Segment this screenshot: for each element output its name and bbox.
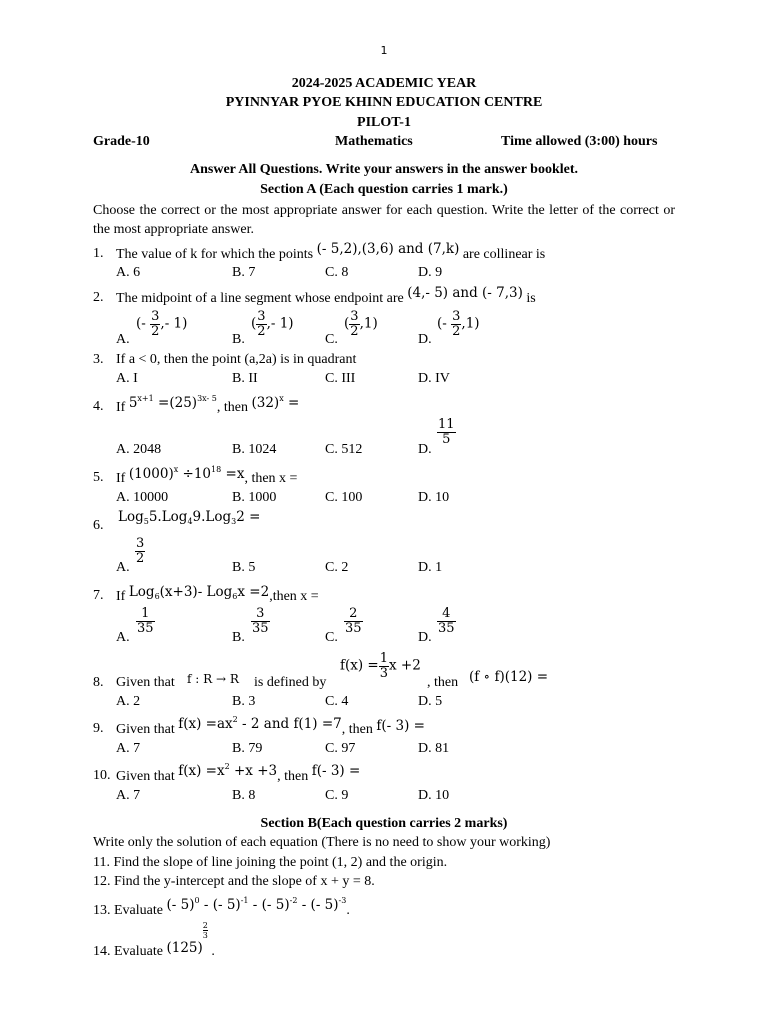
option-c: C. 97: [325, 741, 356, 756]
option-d: D. 9: [418, 265, 443, 280]
option-a: A.: [116, 560, 130, 575]
question-text: The value of k for which the points: [116, 247, 314, 262]
exam-title: PILOT-1: [357, 115, 411, 130]
math-expression: (125) $\frac{2}{3}$: [166, 921, 208, 956]
question-8-text: is defined by: [254, 675, 327, 690]
question-number: 4.: [93, 399, 104, 414]
option-c: C. III: [325, 371, 356, 386]
grade-label: Grade-10: [93, 134, 150, 149]
question-10: Given that $f(x) =x^2 +x +3$, then f(- 3) =: [116, 762, 361, 784]
option-c: C.: [325, 630, 338, 645]
question-number: 3.: [93, 352, 104, 367]
instructions: Answer All Questions. Write your answers in the answer booklet.: [189, 162, 578, 177]
question-1: [116, 241, 546, 263]
option-d: D.: [418, 630, 432, 645]
option-a: A. 6: [116, 265, 141, 280]
question-number: 6.: [93, 518, 104, 533]
academic-year: 2024-2025 ACADEMIC YEAR: [291, 76, 477, 91]
question-number: 5.: [93, 470, 104, 485]
option-d: D. 10: [418, 788, 450, 803]
section-a-intro: Choose the correct or the most appropriate answer for each question. Write the letter of the correct or the most appropriate answer.: [93, 203, 675, 237]
question-text: 13. Evaluate: [93, 903, 163, 918]
question-9: Given that $f(x) =ax^2 - 2$ and f(1) =7, then f(- 3) =: [116, 715, 425, 737]
option-c: C. 512: [325, 442, 363, 457]
option-c: C. 2: [325, 560, 349, 575]
math-expression: $(1000)^x \div 10^{18} =x$: [128, 465, 245, 482]
option-a: A. 10000: [116, 490, 169, 505]
option-b: B. 1024: [232, 442, 277, 457]
school-name: PYINNYAR PYOE KHINN EDUCATION CENTRE: [225, 95, 543, 110]
math-expression: $f(x) =x^2 +x +3$: [178, 762, 278, 779]
option-b-value: $\frac{3}{35}$: [252, 606, 269, 636]
option-d: D.: [418, 332, 432, 347]
math-expression: (4,- 5) and (- 7,3): [407, 285, 523, 301]
option-a-value: $\frac{3}{2}$: [136, 536, 145, 566]
subject-label: Mathematics: [335, 134, 413, 149]
question-text: 14. Evaluate: [93, 944, 163, 959]
option-a: A.: [116, 630, 130, 645]
question-14: 14. Evaluate (125) $\frac{2}{3}$ .: [93, 921, 215, 959]
question-text: The midpoint of a line segment whose endpoint are: [116, 291, 404, 306]
question-number: 1.: [93, 246, 104, 261]
question-text: Given that: [116, 722, 175, 737]
option-d: D.: [418, 442, 432, 457]
question-number: 9.: [93, 721, 104, 736]
math-expression: (- 5)$^0$ - (- 5)$^{-1}$ - (- 5)$^{-2}$ - (- 5)$^{-3}$: [166, 896, 347, 913]
option-b: B. 7: [232, 265, 256, 280]
question-number: 10.: [93, 768, 111, 783]
question-number: 7.: [93, 588, 104, 603]
question-number: 2.: [93, 290, 104, 305]
option-c: C. 100: [325, 490, 363, 505]
question-6: Log$_5$5.Log$_4$9.Log$_3$2 =: [118, 509, 261, 526]
option-c: C.: [325, 332, 338, 347]
question-4: If $5^{x+1} =(25)^{3x- 5}$, then $(32)^x$ =: [116, 394, 300, 415]
question-12: 12. Find the y-intercept and the slope of x + y = 8.: [93, 874, 375, 889]
function-definition: f(x) = $\frac{1}{3}$ x +2: [340, 651, 421, 681]
question-5: If $(1000)^x \div 10^{18} =x$, then x =: [116, 465, 298, 486]
math-expression: (f ∘ f)(12) =: [469, 669, 549, 685]
question-text: If: [116, 400, 126, 415]
option-b: B. 1000: [232, 490, 277, 505]
section-a-title: Section A (Each question carries 1 mark.): [260, 182, 508, 197]
option-a-value: (- $\frac{3}{2}$ ,- 1): [136, 309, 188, 339]
option-c: C. 8: [325, 265, 349, 280]
math-expression: $(32)^x$ =: [251, 394, 300, 411]
math-expression: (- 5,2),(3,6) and (7,k): [316, 241, 460, 257]
option-b: B. 8: [232, 788, 256, 803]
question-8-prefix: Given that: [116, 675, 175, 690]
option-a: A. 7: [116, 741, 141, 756]
option-d-value: $\frac{4}{35}$: [438, 606, 455, 636]
question-text: Given that: [116, 769, 175, 784]
math-expression: f(- 3) =: [311, 763, 361, 779]
math-expression: $5^{x+1} =(25)^{3x- 5}$: [128, 394, 217, 411]
option-d: D. IV: [418, 371, 450, 386]
question-2: [116, 285, 536, 307]
math-expression: f : R → R: [187, 672, 239, 686]
section-b-title: Section B(Each question carries 2 marks): [260, 816, 508, 831]
question-text: are collinear is: [462, 247, 546, 262]
option-b: B.: [232, 332, 245, 347]
option-b: B. 5: [232, 560, 256, 575]
option-a: A. 7: [116, 788, 141, 803]
option-c: C. 9: [325, 788, 349, 803]
math-expression: $f(x) =ax^2 - 2$ and f(1) =7: [178, 715, 342, 732]
page-number: 1: [380, 44, 388, 57]
question-8-then: , then: [427, 675, 459, 690]
option-c: C. 4: [325, 694, 349, 709]
math-expression: f(- 3) =: [376, 718, 425, 734]
question-11: 11. Find the slope of line joining the point (1, 2) and the origin.: [93, 855, 448, 870]
question-number: 8.: [93, 675, 104, 690]
option-a: A.: [116, 332, 130, 347]
option-a: A. I: [116, 371, 138, 386]
question-text: is: [526, 291, 536, 306]
option-b: B.: [232, 630, 245, 645]
option-d: D. 10: [418, 490, 450, 505]
option-c-value: ( $\frac{3}{2}$ ,1): [344, 309, 378, 339]
question-7: If Log$_6$(x+3)- Log$_6$x =2,then x =: [116, 584, 319, 604]
option-d: D. 5: [418, 694, 443, 709]
option-d: D. 81: [418, 741, 450, 756]
option-b: B. 3: [232, 694, 256, 709]
option-a: A. 2048: [116, 442, 162, 457]
question-text: If: [116, 589, 126, 604]
option-a: A. 2: [116, 694, 141, 709]
option-b: B. II: [232, 371, 258, 386]
question-3: If a < 0, then the point (a,2a) is in quadrant: [116, 352, 357, 367]
math-expression: Log$_6$(x+3)- Log$_6$x =2: [128, 584, 270, 601]
option-b: B. 79: [232, 741, 263, 756]
option-d-value: (- $\frac{3}{2}$ ,1): [437, 309, 480, 339]
question-13: 13. Evaluate (- 5)$^0$ - (- 5)$^{-1}$ - (- 5)$^{-2}$ - (- 5)$^{-3}$.: [93, 896, 350, 918]
option-c-value: $\frac{2}{35}$: [345, 606, 362, 636]
option-a-value: $\frac{1}{35}$: [137, 606, 154, 636]
section-b-intro: Write only the solution of each equation (There is no need to show your working): [93, 835, 551, 850]
question-text: If: [116, 471, 126, 486]
option-b-value: ( $\frac{3}{2}$ ,- 1): [251, 309, 294, 339]
time-allowed: Time allowed (3:00) hours: [501, 134, 658, 149]
option-d-value: $\frac{11}{5}$: [438, 417, 455, 447]
option-d: D. 1: [418, 560, 443, 575]
